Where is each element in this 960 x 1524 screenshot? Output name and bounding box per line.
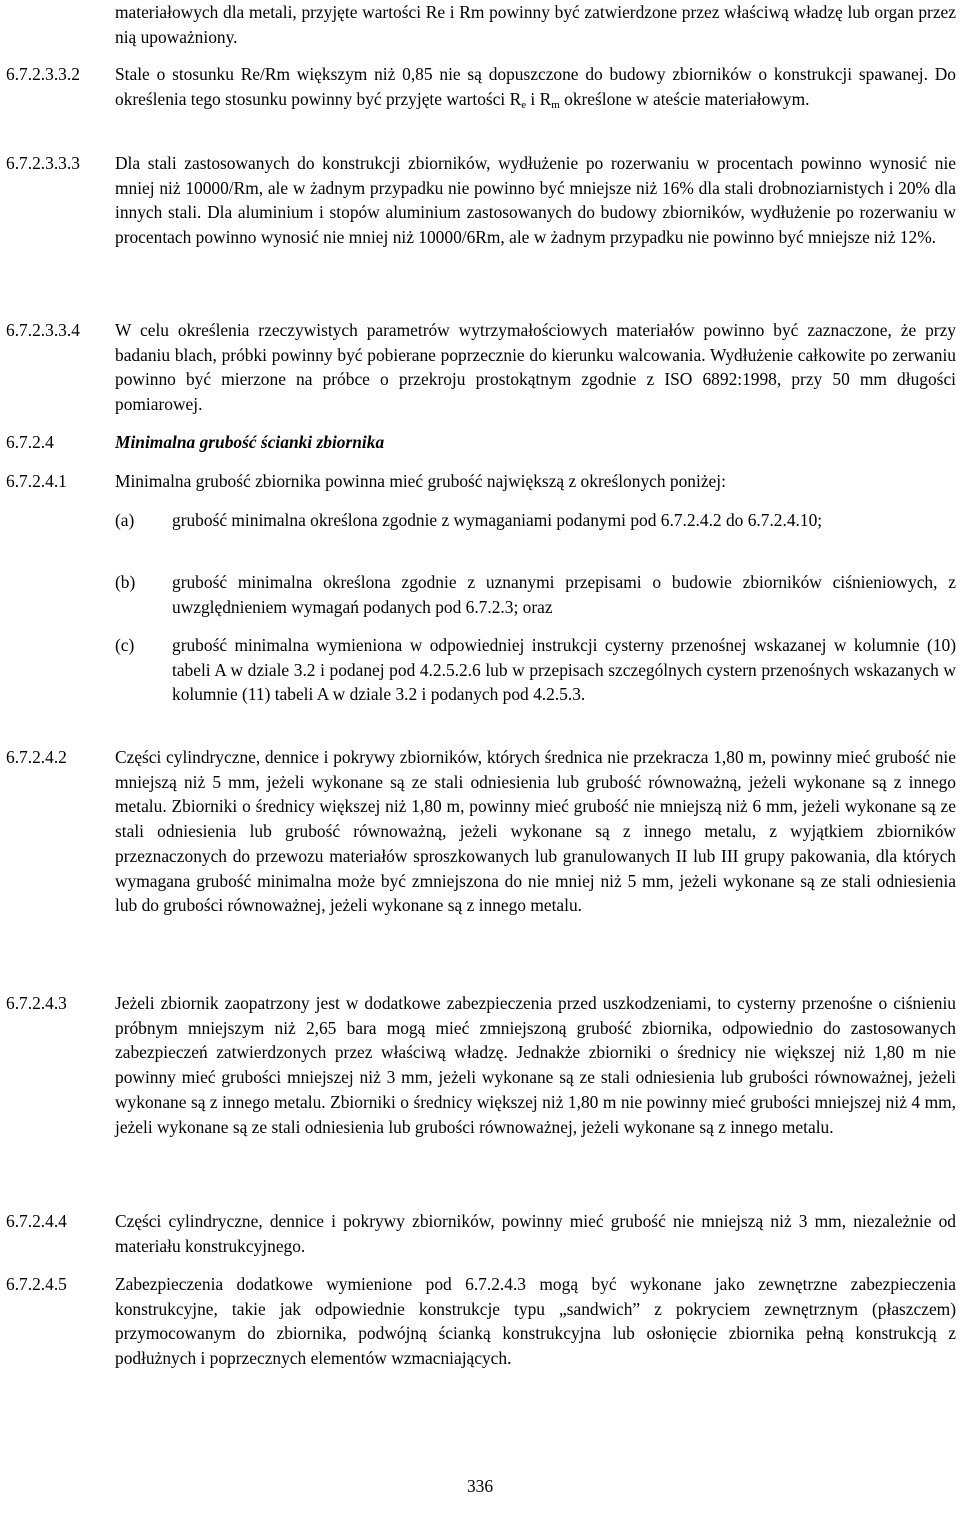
section-text: Zabezpieczenia dodatkowe wymienione pod 6.7.2.4.3 mogą być wykonane jako zewnętrzne zabezpieczenia konstrukcyjne, takie jak odpowiednie konstrukcje typu „sandwich” z pokryciem zewnętrznym (płaszczem) przymocowanym do zbiornika, podwójną ścianką konstrukcyjna lub osłonięcie zbiornika pełną konstrukcją z podłużnych i poprzecznych elementów wzmacniających. [115,1274,956,1369]
section-text: Jeżeli zbiornik zaopatrzony jest w dodatkowe zabezpieczenia przed uszkodzeniami, to cysterny przenośne o ciśnieniu próbnym mniejszym niż 2,65 bara mogą mieć zmniejszoną grubość zbiornika, odpowiednio do zastosowanych zabezpieczeń zatwierdzonych przez właściwą władzę. Jednakże zbiorniki o średnicy nie większej niż 1,80 m nie powinny mieć grubości mniejszej niż 3 mm, jeżeli wykonane są ze stali odniesienia lub grubości równoważnej, jeżeli wykonane są z innego metalu. Zbiorniki o średnicy większej niż 1,80 m nie powinny mieć grubości mniejszej niż 4 mm, jeżeli wykonane są ze stali odniesienia lub grubości równoważnej, jeżeli wykonane są z innego metalu. [115,993,956,1137]
section-number: 6.7.2.4.5 [6,1274,67,1294]
list-item-text: grubość minimalna określona zgodnie z wymaganiami podanymi pod 6.7.2.4.2 do 6.7.2.4.10; [172,510,823,530]
section-heading: Minimalna grubość ścianki zbiornika [115,432,385,452]
list-item-letter: (a) [115,510,135,530]
section-number: 6.7.2.3.3.3 [6,153,80,173]
section-text: Stale o stosunku Re/Rm większym niż 0,85 nie są dopuszczone do budowy zbiorników o konstrukcji spawanej. Do określenia tego stosunku powinny być przyjęte wartości $R_e$ i $R_m$ określone w ateście materiałowym. [115,64,956,111]
section-number: 6.7.2.4.4 [6,1211,67,1231]
list-item-letter: (c) [115,635,135,655]
section-number: 6.7.2.4.1 [6,471,67,491]
section-text: Minimalna grubość zbiornika powinna mieć grubość największą z określonych poniżej: [115,471,726,491]
section-number: 6.7.2.4.2 [6,747,67,767]
section-number: 6.7.2.4 [6,432,54,452]
list-item-text: grubość minimalna określona zgodnie z uznanymi przepisami o budowie zbiorników ciśnieniowych, z uwzględnieniem wymagań podanych pod 6.7.2.3; oraz [172,572,956,617]
list-item-text: grubość minimalna wymieniona w odpowiedniej instrukcji cysterny przenośnej wskazanej w kolumnie (10) tabeli A w dziale 3.2 i podanej pod 4.2.5.2.6 lub w przepisach szczególnych cystern przenośnych wskazanych w kolumnie (11) tabeli A w dziale 3.2 i podanych pod 4.2.5.3. [172,635,956,705]
page-number: 336 [466,1476,494,1496]
list-item-letter: (b) [115,572,136,592]
section-text: Części cylindryczne, dennice i pokrywy zbiorników, których średnica nie przekracza 1,80 m, powinny mieć grubość nie mniejszą niż 5 mm, jeżeli wykonane są ze stali odniesienia lub grubość równoważną, jeżeli wykonane są z innego metalu. Zbiorniki o średnicy większej niż 1,80 m, powinny mieć grubość nie mniejszą niż 6 mm, jeżeli wykonane są ze stali odniesienia lub grubość równoważną, jeżeli wykonane są z innego metalu, z wyjątkiem zbiorników przeznaczonych do przewozu materiałów sproszkowanych lub granulowanych II lub III grupy pakowania, dla których wymagana grubość minimalna może być zmniejszona do nie mniej niż 5 mm, jeżeli wykonane są ze stali odniesienia lub do grubości równoważnej, jeżeli wykonane są z innego metalu. [115,747,956,916]
section-number: 6.7.2.3.3.4 [6,320,80,340]
section-number: 6.7.2.4.3 [6,993,67,1013]
continuation-text: materiałowych dla metali, przyjęte wartości Re i Rm powinny być zatwierdzone przez właściwą władzę lub organ przez nią upoważniony. [115,2,956,47]
section-text: W celu określenia rzeczywistych parametrów wytrzymałościowych materiałów powinno być zaznaczone, że przy badaniu blach, próbki powinny być pobierane poprzecznie do kierunku walcowania. Wydłużenie całkowite po zerwaniu powinno być mierzone na próbce o przekroju prostokątnym zgodnie z ISO 6892:1998, przy 50 mm długości pomiarowej. [115,320,956,415]
section-number: 6.7.2.3.3.2 [6,64,80,84]
section-text: Części cylindryczne, dennice i pokrywy zbiorników, powinny mieć grubość nie mniejszą niż 3 mm, niezależnie od materiału konstrukcyjnego. [115,1211,956,1256]
section-text: Dla stali zastosowanych do konstrukcji zbiorników, wydłużenie po rozerwaniu w procentach powinno wynosić nie mniej niż 10000/Rm, ale w żadnym przypadku nie powinno być mniejsze niż 16% dla stali drobnoziarnistych i 20% dla innych stali. Dla aluminium i stopów aluminium zastosowanych do budowy zbiorników, wydłużenie po rozerwaniu w procentach powinno wynosić nie mniej niż 10000/6Rm, ale w żadnym przypadku nie powinno być mniejsze niż 12%. [115,153,956,248]
